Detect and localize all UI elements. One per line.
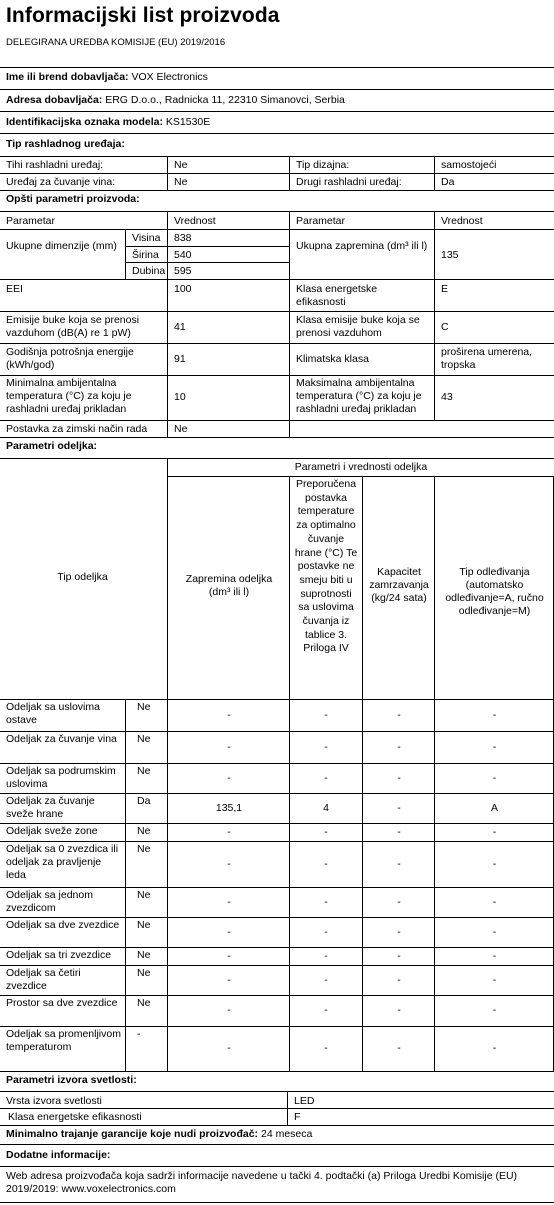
annual-energy-label: Godišnja potrošnja energije (kWh/god) <box>6 346 134 371</box>
compartment-freeze: - <box>397 1042 401 1054</box>
max-temp-value: 43 <box>441 391 453 403</box>
design-type-value: samostojeći <box>441 159 497 171</box>
compartment-temp: - <box>324 1004 328 1016</box>
compartment-row-divider <box>0 823 554 824</box>
noise-label: Emisije buke koja se prenosi vazduhom (dB(A) re 1 pW) <box>6 314 140 339</box>
energy-class-label: Klasa energetske efikasnosti <box>296 283 378 308</box>
compartment-present: Ne <box>137 967 151 979</box>
compartment-freeze: - <box>397 973 401 986</box>
col-value-2: Vrednost <box>441 215 483 227</box>
other-device-label: Drugi rashladni uređaj: <box>296 176 402 188</box>
compartment-volume: - <box>227 771 231 784</box>
compartment-temp: - <box>324 925 328 938</box>
compartment-volume: - <box>227 708 231 721</box>
energy-class-value: E <box>441 283 449 295</box>
light-type-value: LED <box>294 1095 315 1107</box>
compartment-defrost: - <box>492 740 497 753</box>
compartment-freeze: - <box>397 1004 401 1016</box>
quiet-value: Ne <box>174 159 188 171</box>
compartment-volume: - <box>227 857 231 870</box>
compartment-name: Odeljak sa jednom zvezdicom <box>6 889 93 914</box>
compartment-freeze: - <box>397 740 401 753</box>
compartment-freeze: - <box>397 949 401 962</box>
general-heading: Opšti parametri proizvoda: <box>6 193 140 205</box>
compartment-name: Odeljak sa dve zvezdice <box>6 919 120 931</box>
compartment-volume: - <box>227 1004 231 1016</box>
compartment-defrost: - <box>492 949 497 962</box>
compartment-temp: 4 <box>323 801 329 814</box>
compartment-temp: - <box>324 973 328 986</box>
width-value: 540 <box>174 249 192 261</box>
compartment-freeze: - <box>397 708 401 721</box>
col-defrost-header: Tip odleđivanja (automatsko odleđivanje=A, ručno odleđivanje=M) <box>445 566 544 617</box>
compartment-row-divider <box>0 763 554 764</box>
width-label: Širina <box>132 249 159 261</box>
compartment-defrost: - <box>492 771 497 784</box>
compartment-temp: - <box>324 771 328 784</box>
max-temp-label: Maksimalna ambijentalna temperatura (°C) za koju je rashladni uređaj prikladan <box>296 377 422 415</box>
compartment-name: Prostor sa dve zvezdice <box>6 997 118 1009</box>
device-type-heading: Tip rashladnog uređaja: <box>6 138 125 150</box>
model-row <box>2 116 552 130</box>
col-freeze-header: Kapacitet zamrzavanja (kg/24 sata) <box>369 566 429 604</box>
compartment-temp: - <box>324 825 328 838</box>
compartment-defrost: - <box>492 825 497 838</box>
compartment-row-divider <box>0 841 554 842</box>
compartment-name: Odeljak sa podrumskim uslovima <box>6 765 116 790</box>
compartment-present: Ne <box>137 997 151 1009</box>
compartment-row-divider <box>0 917 554 918</box>
model-label: Identifikacijska oznaka modela: <box>6 116 163 128</box>
supplier-address-label: Adresa dobavljača: <box>6 94 103 106</box>
climate-label: Klimatska klasa <box>296 353 369 365</box>
volume-label: Ukupna zapremina (dm³ ili l) <box>296 240 428 252</box>
compartment-present: Ne <box>137 701 151 713</box>
compartment-defrost: - <box>492 925 497 938</box>
light-class-label: Klasa energetske efikasnosti <box>8 1111 142 1123</box>
other-device-value: Da <box>441 176 455 188</box>
winter-value: Ne <box>174 423 188 435</box>
compartment-freeze: - <box>397 801 401 814</box>
warranty-row <box>2 1128 552 1141</box>
light-type-label: Vrsta izvora svetlosti <box>6 1095 102 1107</box>
compartment-present: Ne <box>137 949 151 961</box>
compartment-row-divider <box>0 793 554 794</box>
col-type-header: Tip odeljka <box>57 571 108 583</box>
min-temp-value: 10 <box>174 391 186 403</box>
compartment-present: Ne <box>137 843 151 855</box>
col-value-1: Vrednost <box>174 215 216 227</box>
compartment-name: Odeljak sa 0 zvezdica ili odeljak za pravljenje leda <box>6 843 119 881</box>
eei-value: 100 <box>174 283 192 295</box>
supplier-address-row <box>2 94 552 108</box>
supplier-name-value: VOX Electronics <box>131 71 208 83</box>
climate-value: proširena umerena, tropska <box>441 346 533 371</box>
col-temp-header: Preporučena postavka temperature za optimalno čuvanje hrane (°C) Te postavke ne smeju biti u suprotnosti sa uslovima čuvanja iz tablice 3. Priloga IV <box>294 478 358 655</box>
design-type-label: Tip dizajna: <box>296 159 350 171</box>
winter-label: Postavka za zimski način rada <box>6 423 148 435</box>
compartment-defrost: - <box>492 708 497 721</box>
compartment-temp: - <box>324 708 328 721</box>
noise-class-value: C <box>441 321 449 333</box>
compartment-volume: - <box>227 825 231 838</box>
supplier-address-value: ERG D.o.o., Radnicka 11, 22310 Simanovci, Serbia <box>105 94 345 106</box>
compartment-volume: - <box>227 949 231 962</box>
light-class-value: F <box>294 1111 301 1123</box>
min-temp-label: Minimalna ambijentalna temperatura (°C) za koju je rashladni uređaj prikladan <box>6 377 132 415</box>
compartment-defrost: - <box>492 1042 497 1054</box>
compartment-present: Ne <box>137 825 151 837</box>
compartment-freeze: - <box>397 771 401 784</box>
compartment-freeze: - <box>397 825 401 838</box>
compartments-group-header: Parametri i vrednosti odeljka <box>294 461 428 473</box>
page-title: Informacijski list proizvoda <box>6 4 280 27</box>
warranty-label: Minimalno trajanje garancije koje nudi proizvođač: <box>6 1128 259 1140</box>
compartment-row-divider <box>0 1026 554 1027</box>
compartment-temp: - <box>324 740 328 753</box>
dimensions-label: Ukupne dimenzije (mm) <box>6 240 117 252</box>
compartment-temp: - <box>324 949 328 962</box>
col-param-2: Parametar <box>296 215 346 227</box>
compartment-row-divider <box>0 731 554 732</box>
eei-label: EEI <box>6 283 23 295</box>
compartment-freeze: - <box>397 857 401 870</box>
wine-label: Uređaj za čuvanje vina: <box>6 176 116 188</box>
col-param-1: Parametar <box>6 215 56 227</box>
compartment-freeze: - <box>397 925 401 938</box>
compartment-name: Odeljak sa uslovima ostave <box>6 701 100 726</box>
compartments-heading: Parametri odeljka: <box>6 440 98 452</box>
compartment-defrost: - <box>492 973 497 986</box>
light-heading: Parametri izvora svetlosti: <box>6 1074 137 1086</box>
col-volume-header: Zapremina odeljka (dm³ ili l) <box>185 573 273 598</box>
model-value: KS1530E <box>165 116 211 128</box>
additional-heading: Dodatne informacije: <box>6 1149 111 1161</box>
compartment-row-divider <box>0 995 554 996</box>
compartment-volume: 135,1 <box>215 801 243 814</box>
compartment-temp: - <box>324 1042 328 1054</box>
compartment-volume: - <box>227 1042 231 1054</box>
regulation-subtitle: DELEGIRANA UREDBA KOMISIJE (EU) 2019/2016 <box>6 37 226 48</box>
compartment-present: Ne <box>137 919 151 931</box>
compartment-present: Ne <box>137 889 151 901</box>
compartment-present: Ne <box>137 733 151 745</box>
compartment-row-divider <box>0 947 554 948</box>
compartment-defrost: - <box>492 1004 497 1016</box>
annual-energy-value: 91 <box>174 353 186 365</box>
compartment-temp: - <box>324 895 328 908</box>
additional-text: Web adresa proizvođača koja sadrži informacije navedene u tački 4. podtački (a) Priloga Uredbi Komisije (EU) 2019/2019: www.voxelectronics.com <box>6 1170 518 1195</box>
compartment-present: Da <box>137 795 151 807</box>
supplier-name-label: Ime ili brend dobavljača: <box>6 71 129 83</box>
compartment-volume: - <box>227 895 231 908</box>
compartment-name: Odeljak sa četiri zvezdice <box>6 967 81 992</box>
depth-value: 595 <box>174 265 192 277</box>
compartment-defrost: A <box>490 801 498 814</box>
compartment-name: Odeljak sveže zone <box>6 825 98 837</box>
compartment-row-divider <box>0 965 554 966</box>
compartment-temp: - <box>324 857 328 870</box>
compartment-present: Ne <box>137 765 151 777</box>
compartment-name: Odeljak za čuvanje vina <box>6 733 117 745</box>
compartment-freeze: - <box>397 895 401 908</box>
noise-value: 41 <box>174 321 186 333</box>
compartment-volume: - <box>227 740 231 753</box>
compartment-name: Odeljak za čuvanje sveže hrane <box>6 795 95 820</box>
volume-value: 135 <box>441 249 459 261</box>
compartment-name: Odeljak sa promenljivom temperaturom <box>6 1028 121 1053</box>
compartment-row-divider <box>0 887 554 888</box>
noise-class-label: Klasa emisije buke koja se prenosi vazduhom <box>296 314 420 339</box>
height-value: 838 <box>174 232 192 244</box>
compartment-present: - <box>137 1028 141 1040</box>
compartment-name: Odeljak sa tri zvezdice <box>6 949 112 961</box>
wine-value: Ne <box>174 176 188 188</box>
compartment-defrost: - <box>492 857 497 870</box>
compartment-volume: - <box>227 925 231 938</box>
height-label: Visina <box>132 232 161 244</box>
depth-label: Dubina <box>132 265 166 277</box>
compartment-volume: - <box>227 973 231 986</box>
quiet-label: Tihi rashladni uređaj: <box>6 159 104 171</box>
supplier-name-row <box>2 71 552 85</box>
warranty-value: 24 meseca <box>260 1128 313 1140</box>
compartment-defrost: - <box>492 895 497 908</box>
